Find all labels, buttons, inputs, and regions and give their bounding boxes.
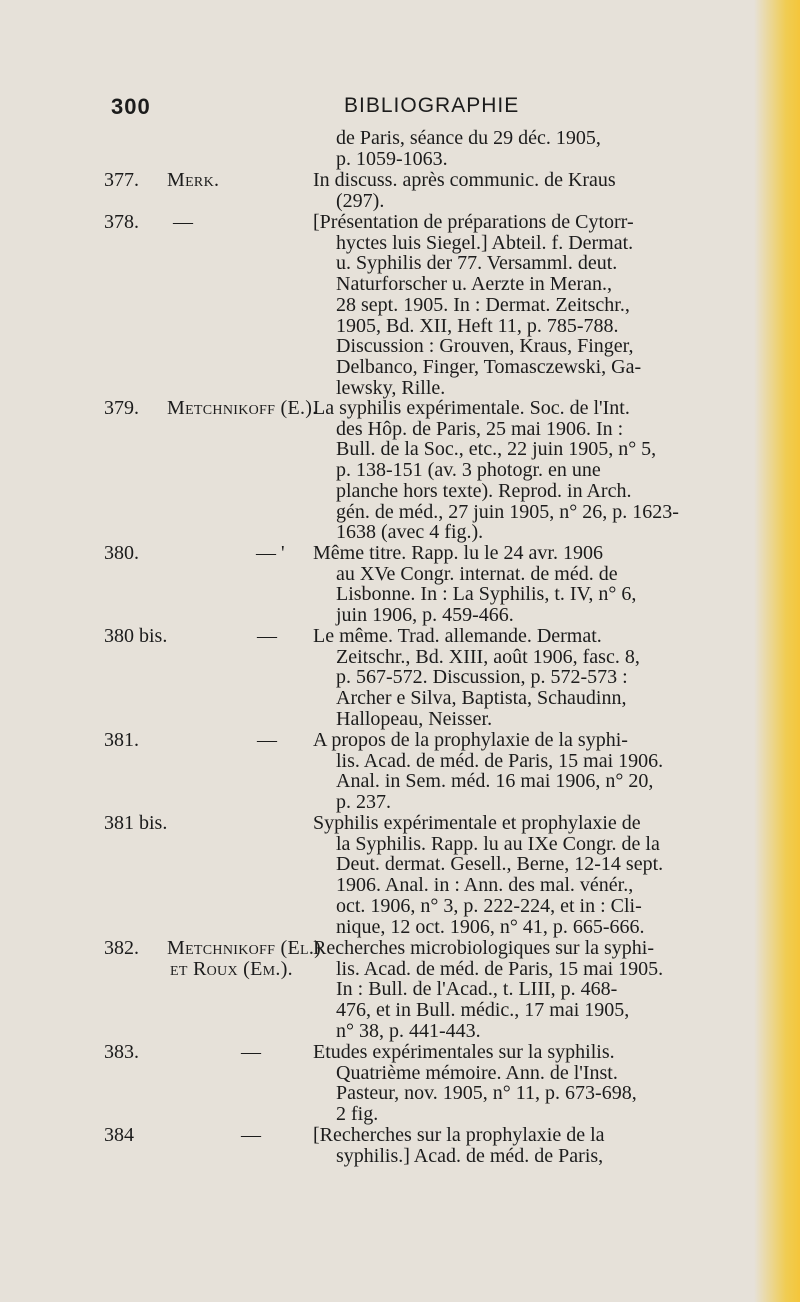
entry-line: [Présentation de préparations de Cytorr-: [313, 211, 634, 233]
entry-author: Metchnikoff (El.): [167, 937, 322, 959]
entry-number: 378.: [104, 211, 139, 233]
entry-line: gén. de méd., 27 juin 1905, n° 26, p. 1623-: [336, 500, 679, 523]
entry-text: [313, 1042, 768, 1125]
entry-line: Bull. de la Soc., etc., 22 juin 1905, n° 5,: [336, 438, 657, 461]
entry-text: [313, 212, 768, 398]
entry-line: Hallopeau, Neisser.: [336, 707, 493, 730]
entry-line: lewsky, Rille.: [336, 376, 446, 399]
ditto-dash: —: [173, 211, 193, 233]
entry-line: Le même. Trad. allemande. Dermat.: [313, 625, 602, 647]
entry-line: 1906. Anal. in : Ann. des mal. vénér.,: [336, 874, 634, 897]
entry-line: Zeitschr., Bd. XIII, août 1906, fasc. 8,: [336, 645, 640, 668]
entry-line: 476, et in Bull. médic., 17 mai 1905,: [336, 999, 630, 1022]
entry-line: la Syphilis. Rapp. lu au IXe Congr. de la: [336, 832, 660, 855]
entry-line: Deut. dermat. Gesell., Berne, 12-14 sept.: [336, 853, 664, 876]
entry-line: 1638 (avec 4 fig.).: [336, 521, 484, 544]
entry-line: lis. Acad. de méd. de Paris, 15 mai 1906.: [336, 749, 664, 772]
entry-text: [313, 128, 768, 169]
entry-line: oct. 1906, n° 3, p. 222-224, et in : Cli-: [336, 894, 642, 917]
entry-text: [313, 626, 768, 730]
entry-line: u. Syphilis der 77. Versamml. deut.: [336, 252, 618, 275]
entry-line: Discussion : Grouven, Kraus, Finger,: [336, 335, 634, 358]
entry-number: 381.: [104, 729, 139, 751]
entry-line: In discuss. après communic. de Kraus: [313, 169, 616, 191]
entry-line: [Recherches sur la prophylaxie de la: [313, 1124, 605, 1146]
entry-text: [313, 398, 768, 543]
entry-line: au XVe Congr. internat. de méd. de: [336, 562, 618, 585]
entry-number: 380 bis.: [104, 625, 168, 647]
ditto-dash: —: [241, 1124, 261, 1146]
entry-line: p. 567-572. Discussion, p. 572-573 :: [336, 666, 628, 689]
entry-line: Même titre. Rapp. lu le 24 avr. 1906: [313, 542, 603, 564]
ditto-dash: — ': [256, 542, 285, 564]
entry-line: nique, 12 oct. 1906, n° 41, p. 665-666.: [336, 915, 645, 938]
entry-line: lis. Acad. de méd. de Paris, 15 mai 1905.: [336, 957, 664, 980]
entry-line: juin 1906, p. 459-466.: [336, 604, 514, 627]
entry-line: Pasteur, nov. 1905, n° 11, p. 673-698,: [336, 1082, 637, 1105]
entry-line: La syphilis expérimentale. Soc. de l'Int.: [313, 397, 630, 419]
entry-line: p. 237.: [336, 791, 391, 814]
entry-line: Delbanco, Finger, Tomasczewski, Ga-: [336, 355, 642, 378]
entry-line: p. 138-151 (av. 3 photogr. en une: [336, 459, 601, 482]
entry-line: Anal. in Sem. méd. 16 mai 1906, n° 20,: [336, 770, 654, 793]
entry-number: 382.: [104, 937, 139, 959]
entry-line: p. 1059-1063.: [336, 147, 448, 170]
ditto-dash: —: [257, 729, 277, 751]
ditto-dash: —: [241, 1041, 261, 1063]
entry-number: 380.: [104, 542, 139, 564]
running-title: BIBLIOGRAPHIE: [344, 94, 520, 117]
entry-line: Quatrième mémoire. Ann. de l'Inst.: [336, 1061, 618, 1084]
entry-text: [313, 170, 768, 211]
entry-line: 1905, Bd. XII, Heft 11, p. 785-788.: [336, 314, 619, 337]
entry-line: Syphilis expérimentale et prophylaxie de: [313, 812, 641, 834]
entry-line: (297).: [336, 189, 385, 212]
entry-line: Etudes expérimentales sur la syphilis.: [313, 1041, 615, 1063]
entry-line: des Hôp. de Paris, 25 mai 1906. In :: [336, 417, 624, 440]
entry-line: n° 38, p. 441-443.: [336, 1019, 481, 1042]
entry-text: [313, 1125, 768, 1166]
entry-text: [313, 543, 768, 626]
entry-author: Merk.: [167, 169, 220, 191]
entry-line: syphilis.] Acad. de méd. de Paris,: [336, 1144, 604, 1167]
entry-number: 377.: [104, 169, 139, 191]
entry-line: Naturforscher u. Aerzte in Meran.,: [336, 273, 612, 296]
entry-text: [313, 813, 768, 937]
entry-line: hyctes luis Siegel.] Abteil. f. Dermat.: [336, 231, 634, 254]
entry-coauthor: et Roux (Em.).: [170, 957, 293, 980]
ditto-dash: —: [257, 625, 277, 647]
entry-line: planche hors texte). Reprod. in Arch.: [336, 479, 632, 502]
entry-line: Recherches microbiologiques sur la syphi-: [313, 937, 655, 959]
entry-number: 383.: [104, 1041, 139, 1063]
entry-number: 384: [104, 1124, 134, 1146]
entry-text: [313, 938, 768, 1042]
entry-text: [313, 730, 768, 813]
page-number: 300: [111, 94, 151, 119]
entry-line: In : Bull. de l'Acad., t. LIII, p. 468-: [336, 978, 618, 1001]
entry-number: 381 bis.: [104, 812, 168, 834]
entry-line: A propos de la prophylaxie de la syphi-: [313, 729, 628, 751]
entry-line: 28 sept. 1905. In : Dermat. Zeitschr.,: [336, 293, 630, 316]
entry-number: 379.: [104, 397, 139, 419]
entry-line: Archer e Silva, Baptista, Schaudinn,: [336, 687, 627, 710]
entry-author: Metchnikoff (E.).: [167, 397, 318, 419]
entry-line: Lisbonne. In : La Syphilis, t. IV, n° 6,: [336, 583, 637, 606]
entry-line: 2 fig.: [336, 1103, 379, 1126]
entry-line: de Paris, séance du 29 déc. 1905,: [336, 127, 601, 149]
